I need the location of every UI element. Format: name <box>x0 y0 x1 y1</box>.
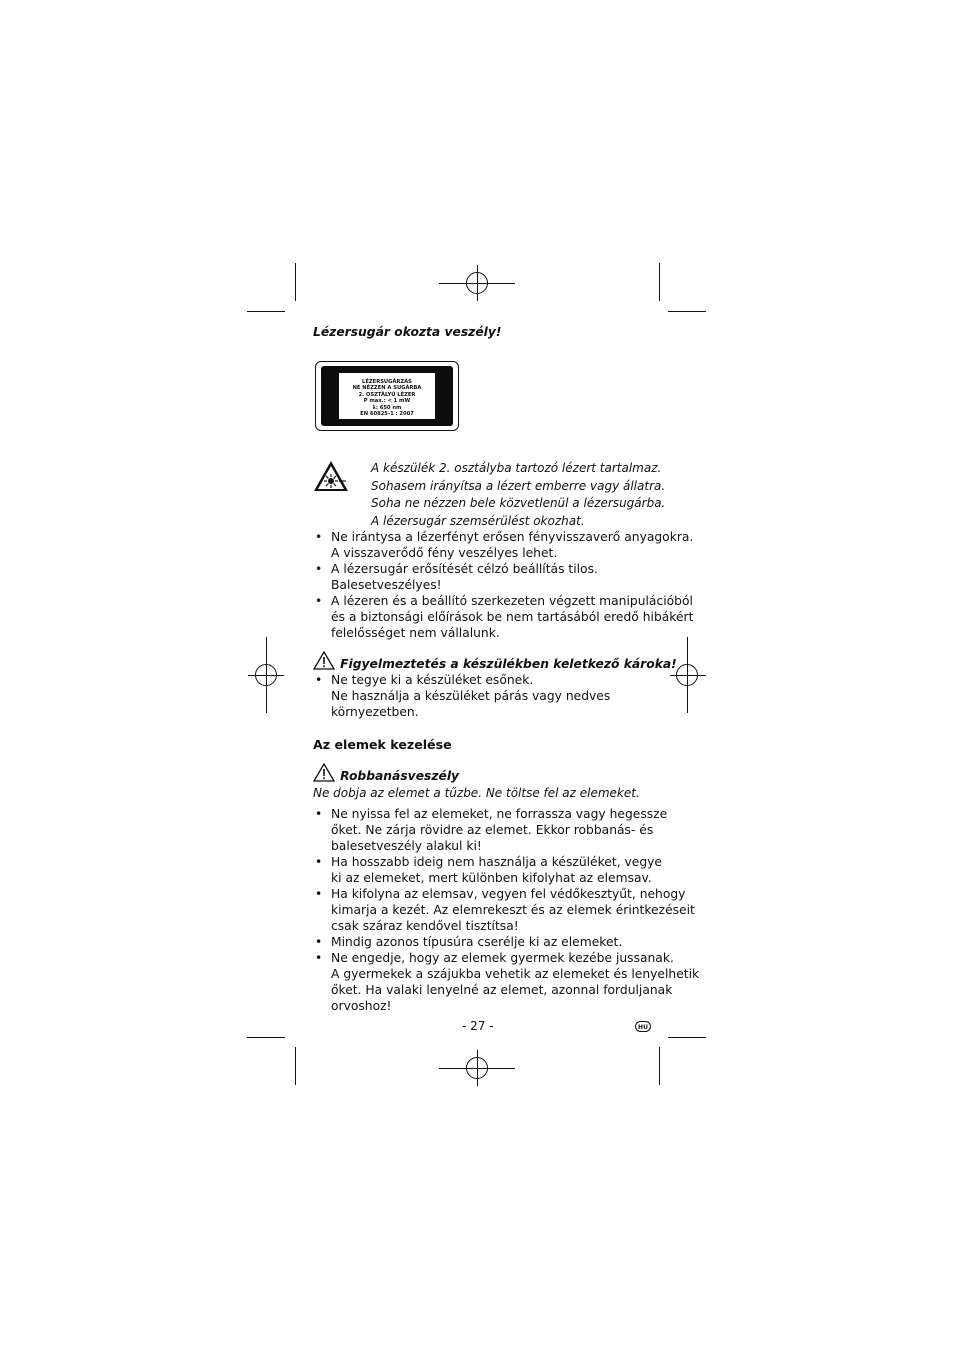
explosion-title: Robbanásveszély <box>340 769 460 783</box>
list-item: • A lézeren és a beállító szerkezeten végzett manipulációból és a biztonsági előírások be nem tartásából eredő hibákért felelősséget nem vállalunk. <box>313 593 693 641</box>
laser-danger-title: Lézersugár okozta veszély! <box>313 325 502 339</box>
crop-mark <box>247 1037 285 1038</box>
list-item: • Ne irántysa a lézerfényt erősen fényvisszaverő anyagokra. A visszaverődő fény veszélyes lehet. <box>313 529 693 561</box>
laser-warning-line: A lézersugár szemsérülést okozhat. <box>371 513 585 528</box>
warning-triangle-icon <box>313 651 335 670</box>
laser-class-label <box>315 361 459 431</box>
list-item: • Ne engedje, hogy az elemek gyermek kezébe jussanak. A gyermekek a szájukba vehetik az elemeket és lenyelhetik őket. Ha valaki lenyelné az elemet, azonnal forduljanak orvoshoz! <box>313 950 699 1014</box>
laser-warning-icon <box>313 460 349 492</box>
device-damage-list <box>313 672 610 720</box>
list-item: • Mindig azonos típusúra cserélje ki az elemeket. <box>313 934 699 950</box>
laser-section <box>313 324 643 340</box>
list-item: • A lézersugár erősítését célzó beállítás tilos. Balesetveszélyes! <box>313 561 693 593</box>
battery-heading: Az elemek kezelése <box>313 737 452 752</box>
label-line: λ: 650 nm <box>372 404 402 411</box>
crop-mark <box>295 1047 296 1085</box>
battery-bullet-list <box>313 806 699 1014</box>
explosion-heading <box>313 763 459 784</box>
crop-mark <box>668 311 706 312</box>
laser-warning-line: Sohasem irányítsa a lézert emberre vagy állatra. <box>371 478 666 493</box>
label-line: NE NÉZZEN A SUGÁRBA <box>352 385 422 392</box>
crop-mark <box>295 263 296 301</box>
crop-mark <box>247 311 285 312</box>
crop-mark <box>659 263 660 301</box>
crop-mark <box>659 1047 660 1085</box>
label-line: P max.: < 1 mW <box>363 398 411 405</box>
label-line: 2. OSZTÁLYÚ LÉZER <box>358 391 416 398</box>
crop-mark <box>668 1037 706 1038</box>
warning-triangle-icon <box>313 763 335 782</box>
list-item: • Ne tegye ki a készüléket esőnek. Ne használja a készüléket párás vagy nedves környezetben. <box>313 672 610 720</box>
device-damage-heading <box>313 651 677 672</box>
label-line: LÉZERSUGÁRZÁS <box>362 379 412 385</box>
laser-bullet-list <box>313 529 693 641</box>
laser-warning-line: A készülék 2. osztályba tartozó lézert tartalmaz. <box>371 461 662 475</box>
label-line: EN 60825-1 : 2007 <box>360 411 414 418</box>
list-item: • Ha kifolyna az elemsav, vegyen fel védőkesztyűt, nehogy kimarja a kezét. Az elemrekeszt és az elemek érintkezéseit csak száraz kendővel tisztítsa! <box>313 886 699 934</box>
explosion-note: Ne dobja az elemet a tűzbe. Ne töltse fel az elemeket. <box>313 786 640 800</box>
list-item: • Ha hosszabb ideig nem használja a készüléket, vegye ki az elemeket, mert különben kifolyhat az elemsav. <box>313 854 699 886</box>
laser-warning-line: Soha ne nézzen bele közvetlenül a lézersugárba. <box>371 496 666 510</box>
list-item: • Ne nyissa fel az elemeket, ne forrassza vagy hegessze őket. Ne zárja rövidre az elemet. Ekkor robbanás- és balesetveszély alakul ki! <box>313 806 699 854</box>
language-badge: HU <box>635 1021 651 1032</box>
page-number: - 27 - <box>462 1019 494 1033</box>
device-damage-title: Figyelmeztetés a készülékben keletkező károka! <box>340 657 677 671</box>
